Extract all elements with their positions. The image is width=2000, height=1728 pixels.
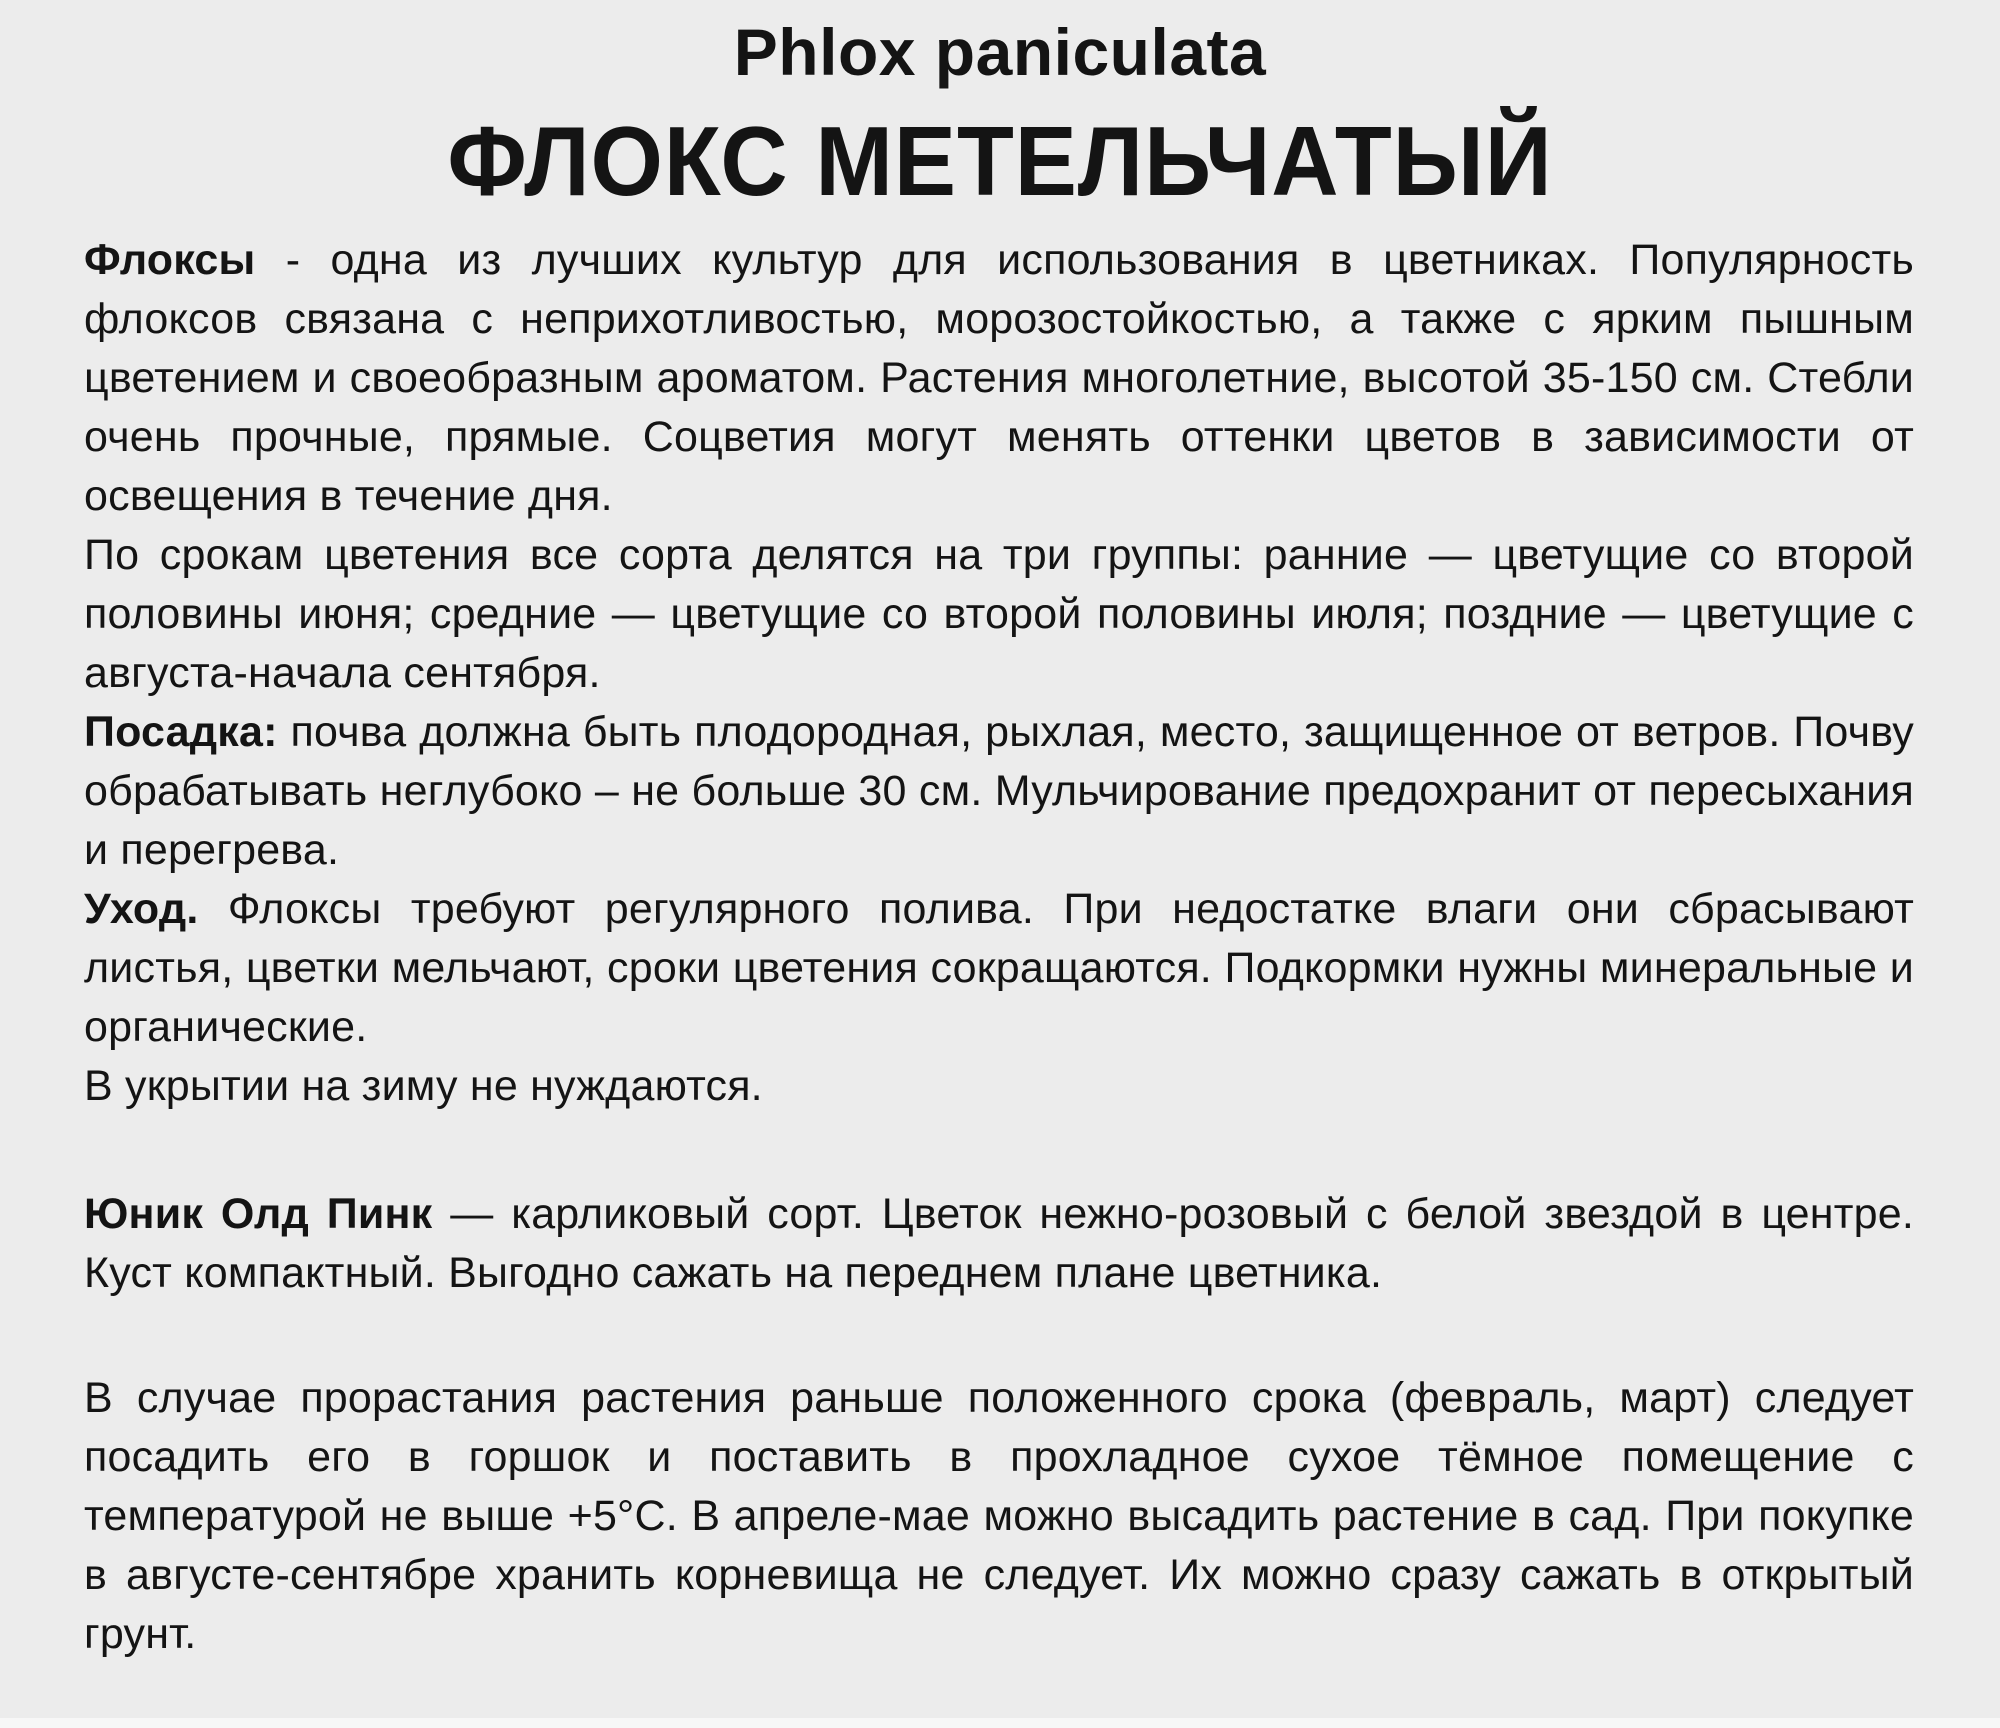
planting-heading: Посадка: [84, 708, 278, 756]
description-section [84, 231, 1914, 1116]
planting-text: почва должна быть плодородная, рыхлая, место, защищенное от ветров. Почву обрабатывать неглубоко – не больше 30 см. Мульчирование предохранит от пересыхания и перегрева. [84, 708, 1914, 874]
paper-edge [0, 1718, 2000, 1728]
groups-paragraph: По срокам цветения все сорта делятся на три группы: ранние — цветущие со второй половины июня; средние — цветущие со второй половины июля; поздние — цветущие с августа-начала сентября. [84, 531, 1914, 697]
intro-text: - одна из лучших культур для использования в цветниках. Популярность флоксов связана с неприхотливостью, морозостойкостью, а также с ярким пышным цветением и своеобразным ароматом. Растения многолетние, высотой 35-150 см. Стебли очень прочные, прямые. Соцветия могут менять оттенки цветов в зависимости от освещения в течение дня. [84, 236, 1914, 520]
planting-paragraph [84, 703, 1914, 880]
variety-text: — карликовый сорт. Цветок нежно-розовый с белой звездой в центре. Куст компактный. Выгодно сажать на переднем плане цветника. [84, 1190, 1915, 1297]
latin-title: Phlox paniculata [733, 15, 1267, 89]
care-paragraph [84, 880, 1914, 1057]
storage-section [84, 1369, 1914, 1664]
care-text: Флоксы требуют регулярного полива. При недостатке влаги они сбрасывают листья, цветки мельчают, сроки цветения сокращаются. Подкормки нужны минеральные и органические. [84, 885, 1914, 1051]
variety-name: Юник Олд Пинк [84, 1190, 433, 1238]
intro-paragraph [84, 231, 1914, 526]
care-heading: Уход. [84, 885, 199, 933]
russian-title: ФЛОКС МЕТЕЛЬЧАТЫЙ [447, 106, 1553, 216]
variety-section [84, 1185, 1914, 1303]
storage-paragraph: В случае прорастания растения раньше положенного срока (февраль, март) следует посадить его в горшок и поставить в прохладное сухое тёмное помещение с температурой не выше +5°С. В апреле-мае можно высадить растение в сад. При покупке в августе-сентябре хранить корневища не следует. Их можно сразу сажать в открытый грунт. [84, 1374, 1914, 1658]
variety-paragraph [84, 1185, 1914, 1303]
winter-paragraph: В укрытии на зиму не нуждаются. [84, 1062, 763, 1110]
intro-heading: Флоксы [84, 236, 256, 284]
